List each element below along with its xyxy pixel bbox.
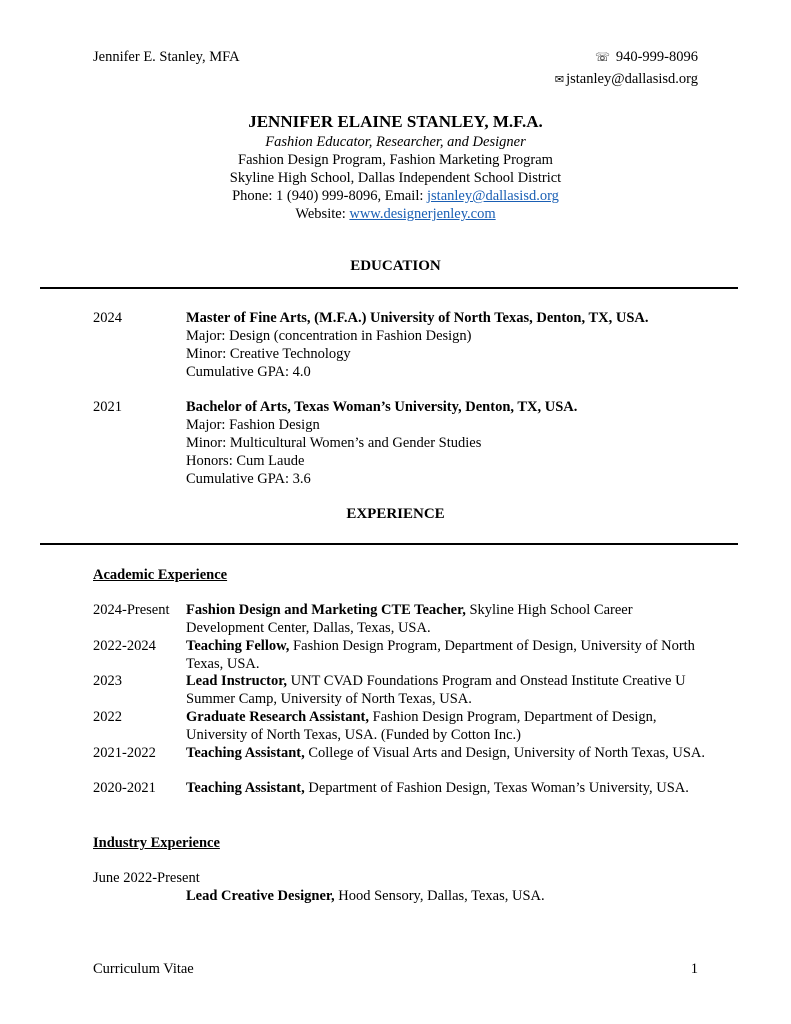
contact-block — [0, 112, 791, 223]
education-detail: Major: Fashion Design — [186, 417, 320, 433]
academic-years: 2022-2024 — [93, 638, 156, 654]
academic-entry — [93, 708, 713, 744]
education-year: 2021 — [93, 399, 122, 415]
industry-experience-heading: Industry Experience — [93, 835, 220, 851]
academic-entry — [93, 637, 713, 673]
header-name: Jennifer E. Stanley, MFA — [93, 49, 240, 65]
header-email-row — [555, 70, 698, 92]
academic-role: Graduate Research Assistant, — [186, 709, 369, 725]
education-entry — [93, 398, 713, 488]
industry-role: Lead Creative Designer, — [186, 888, 335, 904]
education-detail: Minor: Multicultural Women’s and Gender Studies — [186, 435, 482, 451]
email-link[interactable]: jstanley@dallasisd.org — [427, 188, 559, 204]
education-entry — [93, 309, 713, 381]
header-phone-row — [555, 48, 698, 70]
industry-entry — [93, 869, 713, 905]
academic-desc: College of Visual Arts and Design, University of North Texas, USA. — [304, 745, 706, 761]
academic-desc: Department of Fashion Design, Texas Woman’s University, USA. — [304, 780, 689, 796]
industry-desc: Hood Sensory, Dallas, Texas, USA. — [334, 888, 545, 904]
experience-divider — [40, 543, 738, 545]
education-degree: Bachelor of Arts, Texas Woman’s University, Denton, TX, USA. — [186, 399, 578, 415]
academic-role: Lead Instructor, — [186, 673, 287, 689]
footer-title: Curriculum Vitae — [93, 961, 194, 977]
website-prefix: Website: — [295, 206, 350, 222]
academic-role: Teaching Assistant, — [186, 780, 305, 796]
education-detail: Cumulative GPA: 4.0 — [186, 364, 311, 380]
tagline: Fashion Educator, Researcher, and Designer — [265, 134, 526, 150]
full-name: JENNIFER ELAINE STANLEY, M.F.A. — [248, 112, 543, 131]
education-detail: Cumulative GPA: 3.6 — [186, 471, 311, 487]
academic-years: 2020-2021 — [93, 780, 156, 796]
academic-years: 2023 — [93, 673, 122, 689]
industry-years: June 2022-Present — [93, 870, 200, 886]
education-detail: Major: Design (concentration in Fashion Design) — [186, 328, 472, 344]
header-phone: 940-999-8096 — [615, 49, 698, 65]
phone-prefix: Phone: 1 (940) 999-8096, Email: — [232, 188, 428, 204]
programs-line: Fashion Design Program, Fashion Marketing Program — [238, 152, 553, 168]
academic-years: 2021-2022 — [93, 745, 156, 761]
academic-desc: Fashion Design Program, Department of Design, University of North Texas, USA. — [186, 638, 695, 672]
academic-desc: UNT CVAD Foundations Program and Onstead Institute Creative U Summer Camp, University of North Texas, USA. — [186, 673, 686, 707]
education-divider — [40, 287, 738, 289]
telephone-icon: ☏ — [594, 50, 610, 64]
academic-role: Teaching Fellow, — [186, 638, 290, 654]
education-degree: Master of Fine Arts, (M.F.A.) University of North Texas, Denton, TX, USA. — [186, 310, 649, 326]
envelope-icon: ✉ — [554, 73, 565, 86]
academic-experience-heading: Academic Experience — [93, 567, 228, 583]
academic-entry — [93, 779, 713, 797]
phone-email-line — [0, 187, 791, 205]
header-email: jstanley@dallasisd.org — [566, 71, 698, 87]
academic-desc: Skyline High School Career Development Center, Dallas, Texas, USA. — [186, 602, 633, 636]
experience-heading: EXPERIENCE — [346, 506, 445, 522]
education-detail: Minor: Creative Technology — [186, 346, 351, 362]
academic-role: Teaching Assistant, — [186, 745, 305, 761]
education-heading: EDUCATION — [350, 258, 441, 274]
academic-entry — [93, 744, 713, 762]
header-contact — [555, 48, 698, 92]
website-line — [0, 205, 791, 223]
page-number: 1 — [690, 961, 698, 977]
academic-desc: Fashion Design Program, Department of Design, University of North Texas, USA. (Funded by Cotton Inc.) — [186, 709, 657, 743]
school-line: Skyline High School, Dallas Independent School District — [229, 170, 562, 186]
academic-years: 2022 — [93, 709, 122, 725]
website-link[interactable]: www.designerjenley.com — [349, 206, 496, 222]
academic-role: Fashion Design and Marketing CTE Teacher, — [186, 602, 466, 618]
academic-entry — [93, 672, 713, 708]
academic-years: 2024-Present — [93, 602, 170, 618]
education-detail: Honors: Cum Laude — [186, 453, 305, 469]
education-year: 2024 — [93, 310, 122, 326]
academic-entry — [93, 601, 713, 637]
